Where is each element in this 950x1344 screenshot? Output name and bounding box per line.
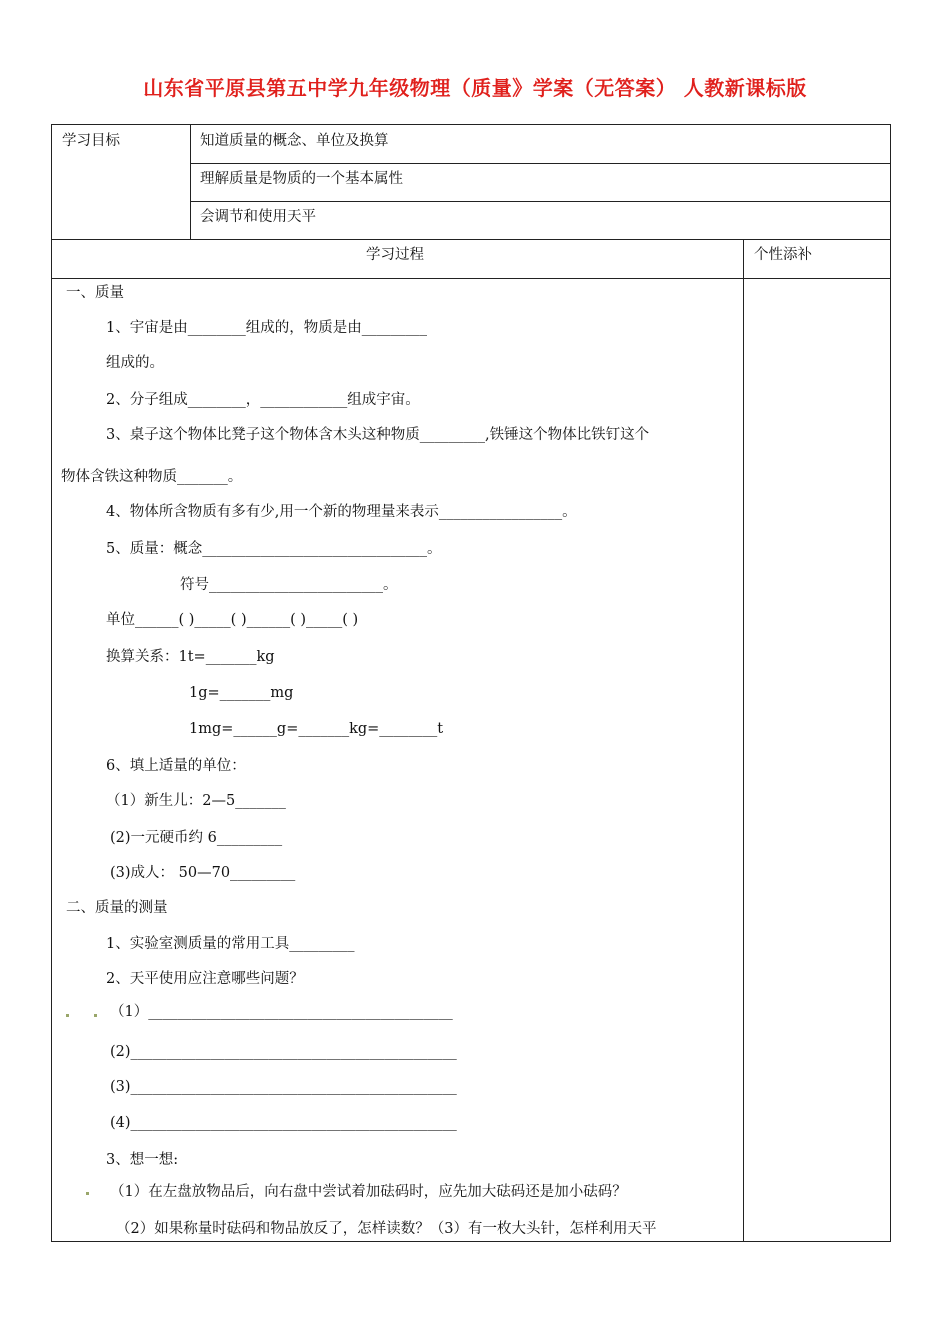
worksheet-table bbox=[51, 124, 891, 1242]
question-line: 1mg=______g=_______kg=________t bbox=[189, 721, 444, 737]
question-line: 1g=_______mg bbox=[189, 685, 294, 701]
goal-item-2: 理解质量是物质的一个基本属性 bbox=[200, 171, 403, 187]
question-line: （1）在左盘放物品后，向右盘中尝试着加砝码时，应先加大砝码还是加小砝码？ bbox=[110, 1184, 627, 1200]
question-line: 1、宇宙是由________组成的，物质是由_________ bbox=[106, 320, 427, 336]
table-rule bbox=[190, 125, 191, 239]
goals-label: 学习目标 bbox=[62, 133, 120, 149]
question-line: 4、物体所含物质有多有少,用一个新的物理量来表示_________________。 bbox=[106, 504, 577, 520]
answer-line: (2)_____________________________________________ bbox=[110, 1044, 457, 1060]
scan-speck bbox=[86, 1192, 89, 1195]
process-header: 学习过程 bbox=[366, 247, 424, 263]
question-line: （1）新生儿：2—5_______ bbox=[106, 793, 286, 809]
table-rule bbox=[190, 201, 890, 202]
document-title: 山东省平原县第五中学九年级物理（质量》学案（无答案） 人教新课标版 bbox=[143, 76, 807, 100]
notes-header: 个性添补 bbox=[754, 247, 812, 263]
question-line: 5、质量：概念_______________________________。 bbox=[106, 541, 442, 557]
scan-speck bbox=[94, 1014, 97, 1017]
question-line: (2)一元硬币约 6_________ bbox=[110, 830, 283, 846]
table-rule bbox=[743, 239, 744, 1242]
section-heading: 一、质量 bbox=[66, 285, 124, 301]
question-line: 物体含铁这种物质_______。 bbox=[61, 469, 243, 485]
question-line: 3、想一想: bbox=[106, 1152, 179, 1168]
goal-item-3: 会调节和使用天平 bbox=[200, 209, 316, 225]
question-line: (3)成人： 50—70_________ bbox=[110, 865, 296, 881]
answer-line: (4)_____________________________________________ bbox=[110, 1115, 457, 1131]
question-line: 符号________________________。 bbox=[180, 577, 398, 593]
table-rule bbox=[52, 278, 890, 279]
question-line: 3、桌子这个物体比凳子这个物体含木头这种物质_________,铁锤这个物体比铁钉这个 bbox=[106, 427, 650, 443]
answer-line: (3)_____________________________________________ bbox=[110, 1079, 457, 1095]
question-line: 6、填上适量的单位： bbox=[106, 758, 246, 774]
question-line: 1、实验室测质量的常用工具_________ bbox=[106, 936, 355, 952]
question-line: 2、分子组成________，____________组成宇宙。 bbox=[106, 392, 420, 408]
question-line: 组成的。 bbox=[106, 355, 164, 371]
section-heading: 二、质量的测量 bbox=[66, 900, 168, 916]
table-rule bbox=[190, 163, 890, 164]
question-line: （2）如果称量时砝码和物品放反了，怎样读数？（3）有一枚大头针，怎样利用天平 bbox=[116, 1221, 657, 1237]
question-line: 单位______( )_____( )______( )_____( ) bbox=[106, 612, 359, 628]
table-rule bbox=[52, 239, 890, 240]
answer-line: （1）__________________________________________ bbox=[110, 1004, 453, 1020]
question-line: 2、天平使用应注意哪些问题？ bbox=[106, 971, 304, 987]
goal-item-1: 知道质量的概念、单位及换算 bbox=[200, 133, 389, 149]
scan-speck bbox=[66, 1014, 69, 1017]
question-line: 换算关系：1t=_______kg bbox=[106, 649, 275, 665]
